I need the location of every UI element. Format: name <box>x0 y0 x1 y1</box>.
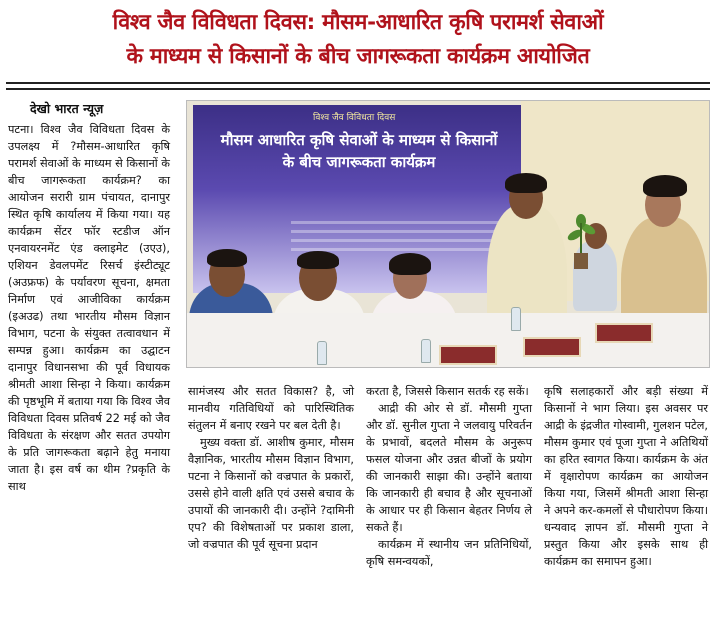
plant-sapling <box>561 213 601 273</box>
paragraph: पटना। विश्व जैव विविधता दिवस के उपलक्ष्य में ?मौसम-आधारित कृषि परामर्श सेवाओं के माध्यम से किसानों के बीच जागरूकता कार्यक्रम? का आयोजन सरारी ग्राम पंचायत, दानापुर स्थित कृषि कार्यालय में किया गया। यह कार्यक्रम सेंटर फॉर स्टडीज ऑन एनवायरनमेंट एंड क्लाइमेट (उएउ), एशियन डेवलपमेंट रिसर्च इंस्टीट्यूट (अउफ्रफ) के पर्यावरण सूचना, क्षमता निर्माण एवं आजीविका कार्यक्रम (इअउढ) तथा भारतीय मौसम विज्ञान विभाग, पटना के संयुक्त तत्वावधान में सम्पन्न हुआ। कार्यक्रम का उद्घाटन दानापुर विधानसभा की पूर्व विधायक श्रीमती आशा सिन्हा ने किया। कार्यक्रम की पृष्ठभूमि में बताया गया कि विश्व जैव विविधता दिवस प्रतिवर्ष 22 मई को जैव विविधता के संरक्षण और सतत उपयोग के प्रति जागरूकता बढ़ाने हेतु मनाया जाता है। इस वर्ष का थीम ?प्रकृति के साथ <box>8 123 170 493</box>
article-column-4 <box>544 383 708 570</box>
byline: देखो भारत न्यूज़ <box>30 101 104 116</box>
article-column-2 <box>188 383 354 553</box>
gift-box <box>523 337 581 357</box>
paragraph: कृषि सलाहकारों और बड़ी संख्या में किसानों ने भाग लिया। इस अवसर पर आद्री के इंद्रजीत गोस्वामी, गुलशन पटेल, मौसम कुमार एवं पूजा गुप्ता ने अतिथियों का हरित स्वागत किया। कार्यक्रम के अंत में वृक्षारोपण कार्यक्रम का आयोजन किया गया, जिसमें श्रीमती आशा सिन्हा ने अपने कर-कमलों से पौधारोपण किया। धन्यवाद ज्ञापन डॉ. मौसमी गुप्ता ने प्रस्तुत किया और इसके साथ ही कार्यक्रम का समापन हुआ। <box>544 385 708 568</box>
paragraph: मुख्य वक्ता डॉ. आशीष कुमार, मौसम वैज्ञानिक, भारतीय मौसम विज्ञान विभाग, पटना ने किसानों को वज्रपात के प्रकारों, उससे होने वाली क्षति एवं उससे बचाव के उपायों की जानकारी दी। उन्होंने ?दामिनी एप? की विशेषताओं पर प्रकाश डाला, जो वज्रपात की पूर्व सूचना प्रदान <box>188 436 354 551</box>
event-photo <box>186 100 710 368</box>
paragraph: करता है, जिससे किसान सतर्क रह सकें। <box>366 385 529 398</box>
headline-rule-bottom <box>6 88 710 90</box>
banner-title <box>199 129 519 173</box>
paragraph: कार्यक्रम में स्थानीय जन प्रतिनिधियों, कृषि समन्वयकों, <box>366 538 532 568</box>
gift-box <box>595 323 653 343</box>
banner-title-line-1: मौसम आधारित कृषि सेवाओं के माध्यम से किसानों <box>220 131 498 149</box>
article-column-3 <box>366 383 532 570</box>
headline <box>8 6 708 74</box>
headline-line-1: विश्व जैव विविधता दिवस: मौसम-आधारित कृषि परामर्श सेवाओं <box>112 10 604 35</box>
gift-box <box>439 345 497 365</box>
headline-rule-top <box>6 82 710 84</box>
banner-small-text: विश्व जैव विविधता दिवस <box>313 113 396 123</box>
banner-title-line-2: के बीच जागरूकता कार्यक्रम <box>282 153 436 171</box>
paragraph: सामंजस्य और सतत विकास? है, जो मानवीय गतिविधियों को पारिस्थितिक संतुलन में बनाए रखने पर बल देती है। <box>188 385 354 432</box>
headline-line-2: के माध्यम से किसानों के बीच जागरूकता कार्यक्रम आयोजित <box>126 44 590 69</box>
paragraph: आद्री की ओर से डॉ. मौसमी गुप्ता और डॉ. सुनील गुप्ता ने जलवायु परिवर्तन के प्रभावों, बदलते मौसम के अनुरूप फसल योजना और उन्नत बीजों के प्रयोग की जानकारी साझा की। उन्होंने बताया कि जानकारी ही बचाव है और सूचनाओं के आधार पर ही किसान बेहतर निर्णय ले सकते हैं। <box>366 402 532 534</box>
article-column-1 <box>8 121 170 495</box>
